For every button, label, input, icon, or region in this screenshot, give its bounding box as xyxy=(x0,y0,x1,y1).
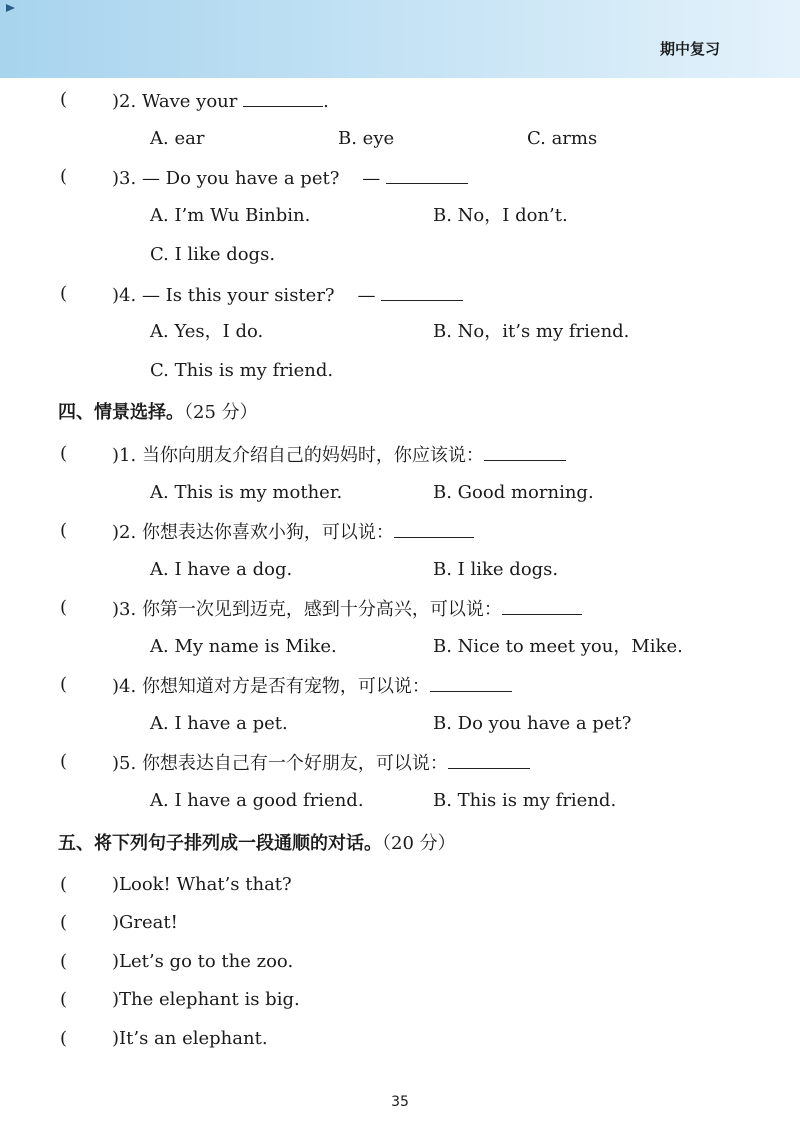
section-heading: 四、情景选择。 xyxy=(58,402,184,423)
answer-blank[interactable] xyxy=(502,596,582,615)
question-3-3 xyxy=(112,165,468,191)
question-stem: — Do you have a pet? xyxy=(141,168,340,189)
question-3-2 xyxy=(112,88,329,114)
dialogue-item: )Great! xyxy=(112,912,178,933)
option-a: A. I have a pet. xyxy=(150,713,288,734)
question-number: )3. xyxy=(112,168,137,189)
header-title: 期中复习 xyxy=(659,40,720,58)
answer-blank[interactable] xyxy=(448,750,530,769)
section-4-title xyxy=(58,401,258,425)
option-b: B. Nice to meet you，Mike. xyxy=(433,636,683,657)
question-stem: Wave your xyxy=(141,91,238,112)
answer-paren: ( xyxy=(60,912,68,933)
question-stem: 你想表达自己有一个好朋友，可以说： xyxy=(141,753,448,774)
reply-dash: — xyxy=(362,168,381,189)
answer-paren: ( xyxy=(60,989,68,1010)
question-number: )4. xyxy=(112,285,137,306)
dialogue-item: )It’s an elephant. xyxy=(112,1028,268,1049)
question-4-4 xyxy=(112,673,512,699)
question-4-2 xyxy=(112,519,474,545)
answer-paren: ( xyxy=(60,597,68,618)
option-a: A. I have a dog. xyxy=(150,559,293,580)
corner-arrow-icon xyxy=(6,4,15,12)
question-number: )1. xyxy=(112,445,137,466)
question-stem: 你第一次见到迈克，感到十分高兴，可以说： xyxy=(141,599,502,620)
answer-paren: ( xyxy=(60,874,68,895)
option-a: A. This is my mother. xyxy=(150,482,343,503)
option-a: A. I have a good friend. xyxy=(150,790,364,811)
answer-blank[interactable] xyxy=(243,88,323,107)
answer-paren: ( xyxy=(60,751,68,772)
section-5-title xyxy=(58,832,456,856)
question-stem: 你想知道对方是否有宠物，可以说： xyxy=(141,676,430,697)
answer-blank[interactable] xyxy=(430,673,512,692)
question-end: . xyxy=(323,91,329,112)
option-c: C. I like dogs. xyxy=(150,244,276,265)
answer-paren: ( xyxy=(60,443,68,464)
question-stem: 你想表达你喜欢小狗，可以说： xyxy=(141,522,394,543)
option-b: B. No，it’s my friend. xyxy=(433,321,630,342)
option-b: B. Good morning. xyxy=(433,482,594,503)
answer-blank[interactable] xyxy=(386,165,468,184)
question-number: )5. xyxy=(112,753,137,774)
option-a: A. Yes，I do. xyxy=(150,321,264,342)
question-number: )4. xyxy=(112,676,137,697)
question-stem: 当你向朋友介绍自己的妈妈时，你应该说： xyxy=(141,445,484,466)
question-3-4 xyxy=(112,282,463,308)
header-band xyxy=(0,0,800,78)
question-stem: — Is this your sister? xyxy=(141,285,335,306)
dialogue-item: )The elephant is big. xyxy=(112,989,300,1010)
option-b: B. Do you have a pet? xyxy=(433,713,632,734)
question-number: )2. xyxy=(112,522,137,543)
answer-blank[interactable] xyxy=(381,282,463,301)
answer-blank[interactable] xyxy=(484,442,566,461)
section-score: （20 分） xyxy=(382,833,456,854)
question-4-3 xyxy=(112,596,582,622)
section-heading: 五、将下列句子排列成一段通顺的对话。 xyxy=(58,833,382,854)
dialogue-item: )Look! What’s that? xyxy=(112,874,292,895)
question-number: )2. xyxy=(112,91,137,112)
reply-dash: — xyxy=(357,285,376,306)
answer-paren: ( xyxy=(60,1028,68,1049)
dialogue-item: )Let’s go to the zoo. xyxy=(112,951,294,972)
option-c: C. This is my friend. xyxy=(150,360,334,381)
option-b: B. This is my friend. xyxy=(433,790,617,811)
section-score: （25 分） xyxy=(184,402,258,423)
answer-paren: ( xyxy=(60,951,68,972)
option-b: B. No，I don’t. xyxy=(433,205,568,226)
option-a: A. ear xyxy=(150,128,205,149)
option-a: A. My name is Mike. xyxy=(150,636,337,657)
question-4-5 xyxy=(112,750,530,776)
option-b: B. I like dogs. xyxy=(433,559,559,580)
option-b: B. eye xyxy=(338,128,395,149)
answer-paren: ( xyxy=(60,166,68,187)
answer-paren: ( xyxy=(60,520,68,541)
question-number: )3. xyxy=(112,599,137,620)
question-4-1 xyxy=(112,442,566,468)
answer-blank[interactable] xyxy=(394,519,474,538)
answer-paren: ( xyxy=(60,89,68,110)
answer-paren: ( xyxy=(60,674,68,695)
option-c: C. arms xyxy=(527,128,598,149)
option-a: A. I’m Wu Binbin. xyxy=(150,205,311,226)
answer-paren: ( xyxy=(60,283,68,304)
page-number: 35 xyxy=(391,1094,409,1110)
